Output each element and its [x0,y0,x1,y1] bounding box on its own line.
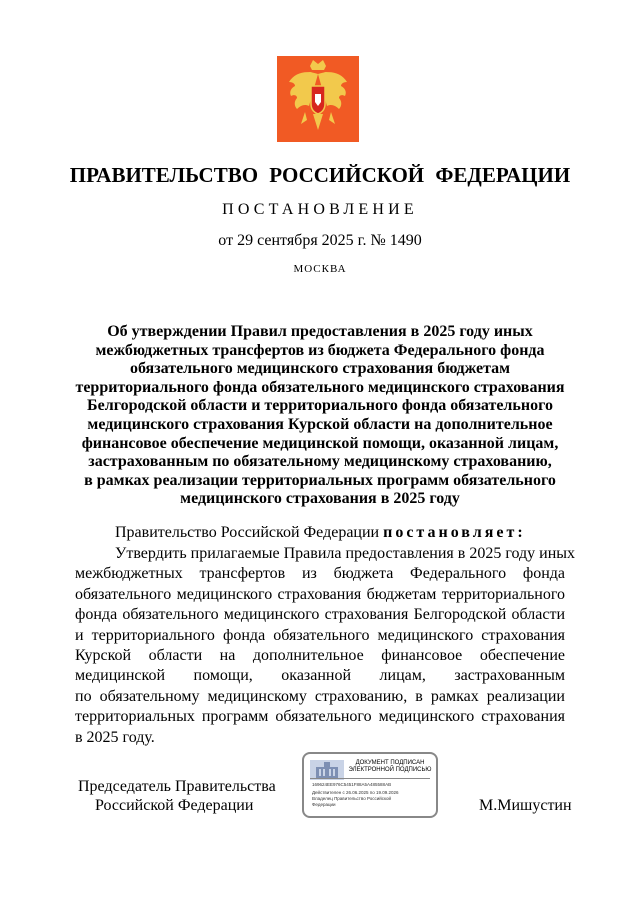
stamp-owner-line2: Федерации [312,802,336,807]
heading-line: финансовое обеспечение медицинской помощи, оказанной лицам, [81,434,559,452]
heading-line: территориального фонда обязательного медицинского страхования [75,378,565,396]
electronic-signature-stamp [302,752,438,818]
government-title: ПРАВИТЕЛЬСТВО РОССИЙСКОЙ ФЕДЕРАЦИИ [69,163,571,187]
preamble [115,524,526,542]
coat-of-arms-icon [277,56,359,142]
stamp-certificate: 169624ЕЕ976С5451F88А5А485588АВ [312,782,392,787]
stamp-divider [310,778,430,779]
stamp-title-line1: ДОКУМЕНТ ПОДПИСАН [355,760,425,766]
body-line: Курской области на дополнительное финансовое обеспечение [75,646,565,664]
body-line: по обязательному медицинскому страхованию, в рамках реализации [75,687,565,705]
document-heading [60,323,580,509]
document-date-number: от 29 сентября 2025 г. № 1490 [218,232,422,249]
preamble-text: Правительство Российской Федерации [115,524,384,541]
heading-line: в рамках реализации территориальных программ обязательного [84,471,556,489]
body-line: и территориального фонда обязательного медицинского страхования [75,626,565,644]
body-line: Утвердить прилагаемые Правила предоставления в 2025 году иных [115,545,576,562]
heading-line: застрахованным по обязательному медицинскому страхованию, [88,453,552,471]
heading-line: межбюджетных трансфертов из бюджета Федерального фонда [95,341,545,359]
document-type: ПОСТАНОВЛЕНИЕ [222,201,418,218]
body-line: межбюджетных трансфертов из бюджета Федерального фонда [75,565,565,583]
heading-line: обязательного медицинского страхования бюджетам [129,360,511,378]
body-line: территориальных программ обязательного медицинского страхования [75,708,565,726]
body-line: в 2025 году. [75,728,155,746]
body-line: обязательного медицинского страхования бюджетам территориального [75,585,565,603]
stamp-owner-line1: Владелец Правительство Российской [312,796,392,801]
government-building-icon [310,760,344,780]
signer-name: М.Мишустин [479,797,572,814]
heading-line: Об утверждении Правил предоставления в 2025 году иных [107,323,533,340]
heading-line: Белгородской области и территориального фонда обязательного [87,397,553,415]
document-city: МОСКВА [293,263,347,275]
stamp-title-line2: ЭЛЕКТРОННОЙ ПОДПИСЬЮ [348,767,432,773]
signer-position-line1: Председатель Правительства [78,778,276,795]
heading-line: медицинского страхования в 2025 году [180,490,460,508]
body-line: фонда обязательного медицинского страхования Белгородской области [75,606,565,624]
body-line: медицинской помощи, оказанной лицам, застрахованным [75,667,565,685]
preamble-decree-word: постановляет: [383,524,526,541]
signer-position-line2: Российской Федерации [95,797,254,814]
stamp-validity: Действителен с 26.06.2025 по 19.09.2026 [312,790,399,795]
decree-body [75,544,576,748]
heading-line: медицинского страхования Курской области на дополнительное [87,415,553,433]
